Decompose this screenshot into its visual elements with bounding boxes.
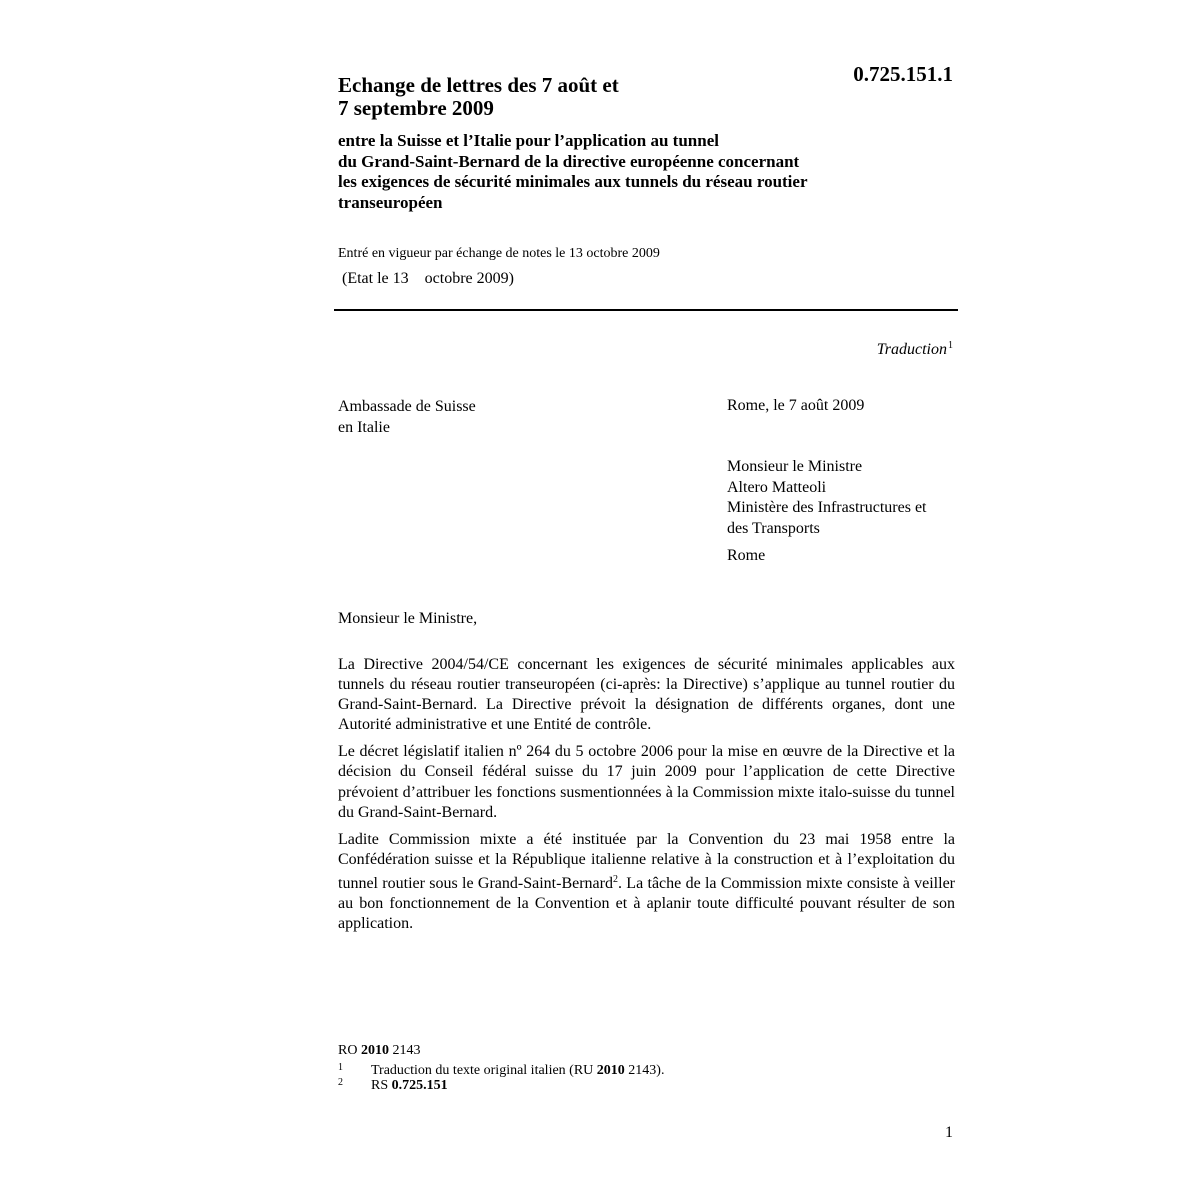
- sender-line-1: Ambassade de Suisse: [338, 398, 476, 415]
- recipient-block: [727, 457, 962, 567]
- footnote-1: [338, 1063, 664, 1078]
- sender-line-2: en Italie: [338, 418, 390, 436]
- paragraph-3-rest: . La tâche de la Commission mixte consiste à veiller au bon fonctionnement de la Convention et à aplanir toute difficulté pouvant résulter de son application.: [338, 874, 955, 933]
- translation-note: [877, 340, 953, 359]
- recipient-line-4: des Transports: [727, 519, 820, 537]
- footnote-1-text-b: 2143).: [628, 1063, 665, 1078]
- recipient-line-1: Monsieur le Ministre: [727, 458, 863, 475]
- title-line-1: Echange de lettres des 7 août et: [338, 73, 619, 97]
- document-title: [338, 74, 798, 120]
- ro-year: 2010: [360, 1043, 389, 1058]
- ro-prefix: RO: [338, 1043, 358, 1058]
- ro-page: 2143: [392, 1043, 421, 1058]
- document-subtitle: [338, 131, 918, 213]
- footnote-ref-2: 2: [612, 873, 618, 885]
- footnote-ref-1: 1: [948, 340, 953, 351]
- footnotes: [338, 1063, 664, 1093]
- official-compilation-reference: [338, 1043, 420, 1059]
- footnote-2: [338, 1078, 664, 1093]
- header-divider: [334, 309, 958, 311]
- footnote-2-reference: 0.725.151: [391, 1078, 448, 1093]
- title-line-2: 7 septembre 2009: [338, 96, 494, 120]
- footnote-1-year: 2010: [596, 1063, 625, 1078]
- entry-into-force: Entré en vigueur par échange de notes le 13 octobre 2009: [338, 246, 660, 261]
- status-date: (Etat le 13 octobre 2009): [342, 270, 514, 287]
- document-number: 0.725.151.1: [853, 62, 953, 86]
- footnote-2-prefix: RS: [371, 1078, 389, 1093]
- recipient-line-3: Ministère des Infrastructures et: [727, 499, 927, 516]
- paragraph-3-text: Ladite Commission mixte a été instituée par la Convention du 23 mai 1958 entre la Confédération suisse et la République italienne relative à la construction et à l’exploitation du tunnel routier sous le Grand-Saint-Bernard: [338, 830, 955, 892]
- translation-label: Traduction: [876, 341, 947, 358]
- letter-body: [338, 655, 955, 941]
- recipient-city: Rome: [727, 547, 766, 564]
- subtitle-line-2: du Grand-Saint-Bernard de la directive européenne concernant: [338, 151, 800, 171]
- subtitle-line-3: les exigences de sécurité minimales aux tunnels du réseau routier: [338, 172, 808, 191]
- footnote-2-number: 2: [338, 1077, 343, 1088]
- subtitle-line-4: transeuropéen: [338, 192, 443, 212]
- salutation: Monsieur le Ministre,: [338, 610, 478, 627]
- paragraph-3: [338, 830, 955, 934]
- footnote-1-text-a: Traduction du texte original italien (RU: [371, 1063, 594, 1078]
- footnote-1-number: 1: [338, 1062, 343, 1073]
- place-date: Rome, le 7 août 2009: [727, 397, 865, 414]
- paragraph-2: Le décret législatif italien nº 264 du 5 octobre 2006 pour la mise en œuvre de la Directive et la décision du Conseil fédéral suisse du 17 juin 2009 pour l’application de cette Directive prévoient d’attribuer les fonctions susmentionnées à la Commission mixte italo-suisse du tunnel du Grand-Saint-Bernard.: [338, 743, 955, 821]
- paragraph-1: La Directive 2004/54/CE concernant les exigences de sécurité minimales applicables aux tunnels du réseau routier transeuropéen (ci-après: la Directive) s’applique au tunnel routier du Grand-Saint-Bernard. La Directive prévoit la désignation de différents organes, dont une Autorité administrative et une Entité de contrôle.: [338, 656, 955, 734]
- subtitle-line-1: entre la Suisse et l’Italie pour l’application au tunnel: [338, 131, 719, 150]
- page-number: 1: [945, 1124, 953, 1141]
- recipient-line-2: Altero Matteoli: [727, 478, 827, 496]
- sender-block: [338, 397, 638, 438]
